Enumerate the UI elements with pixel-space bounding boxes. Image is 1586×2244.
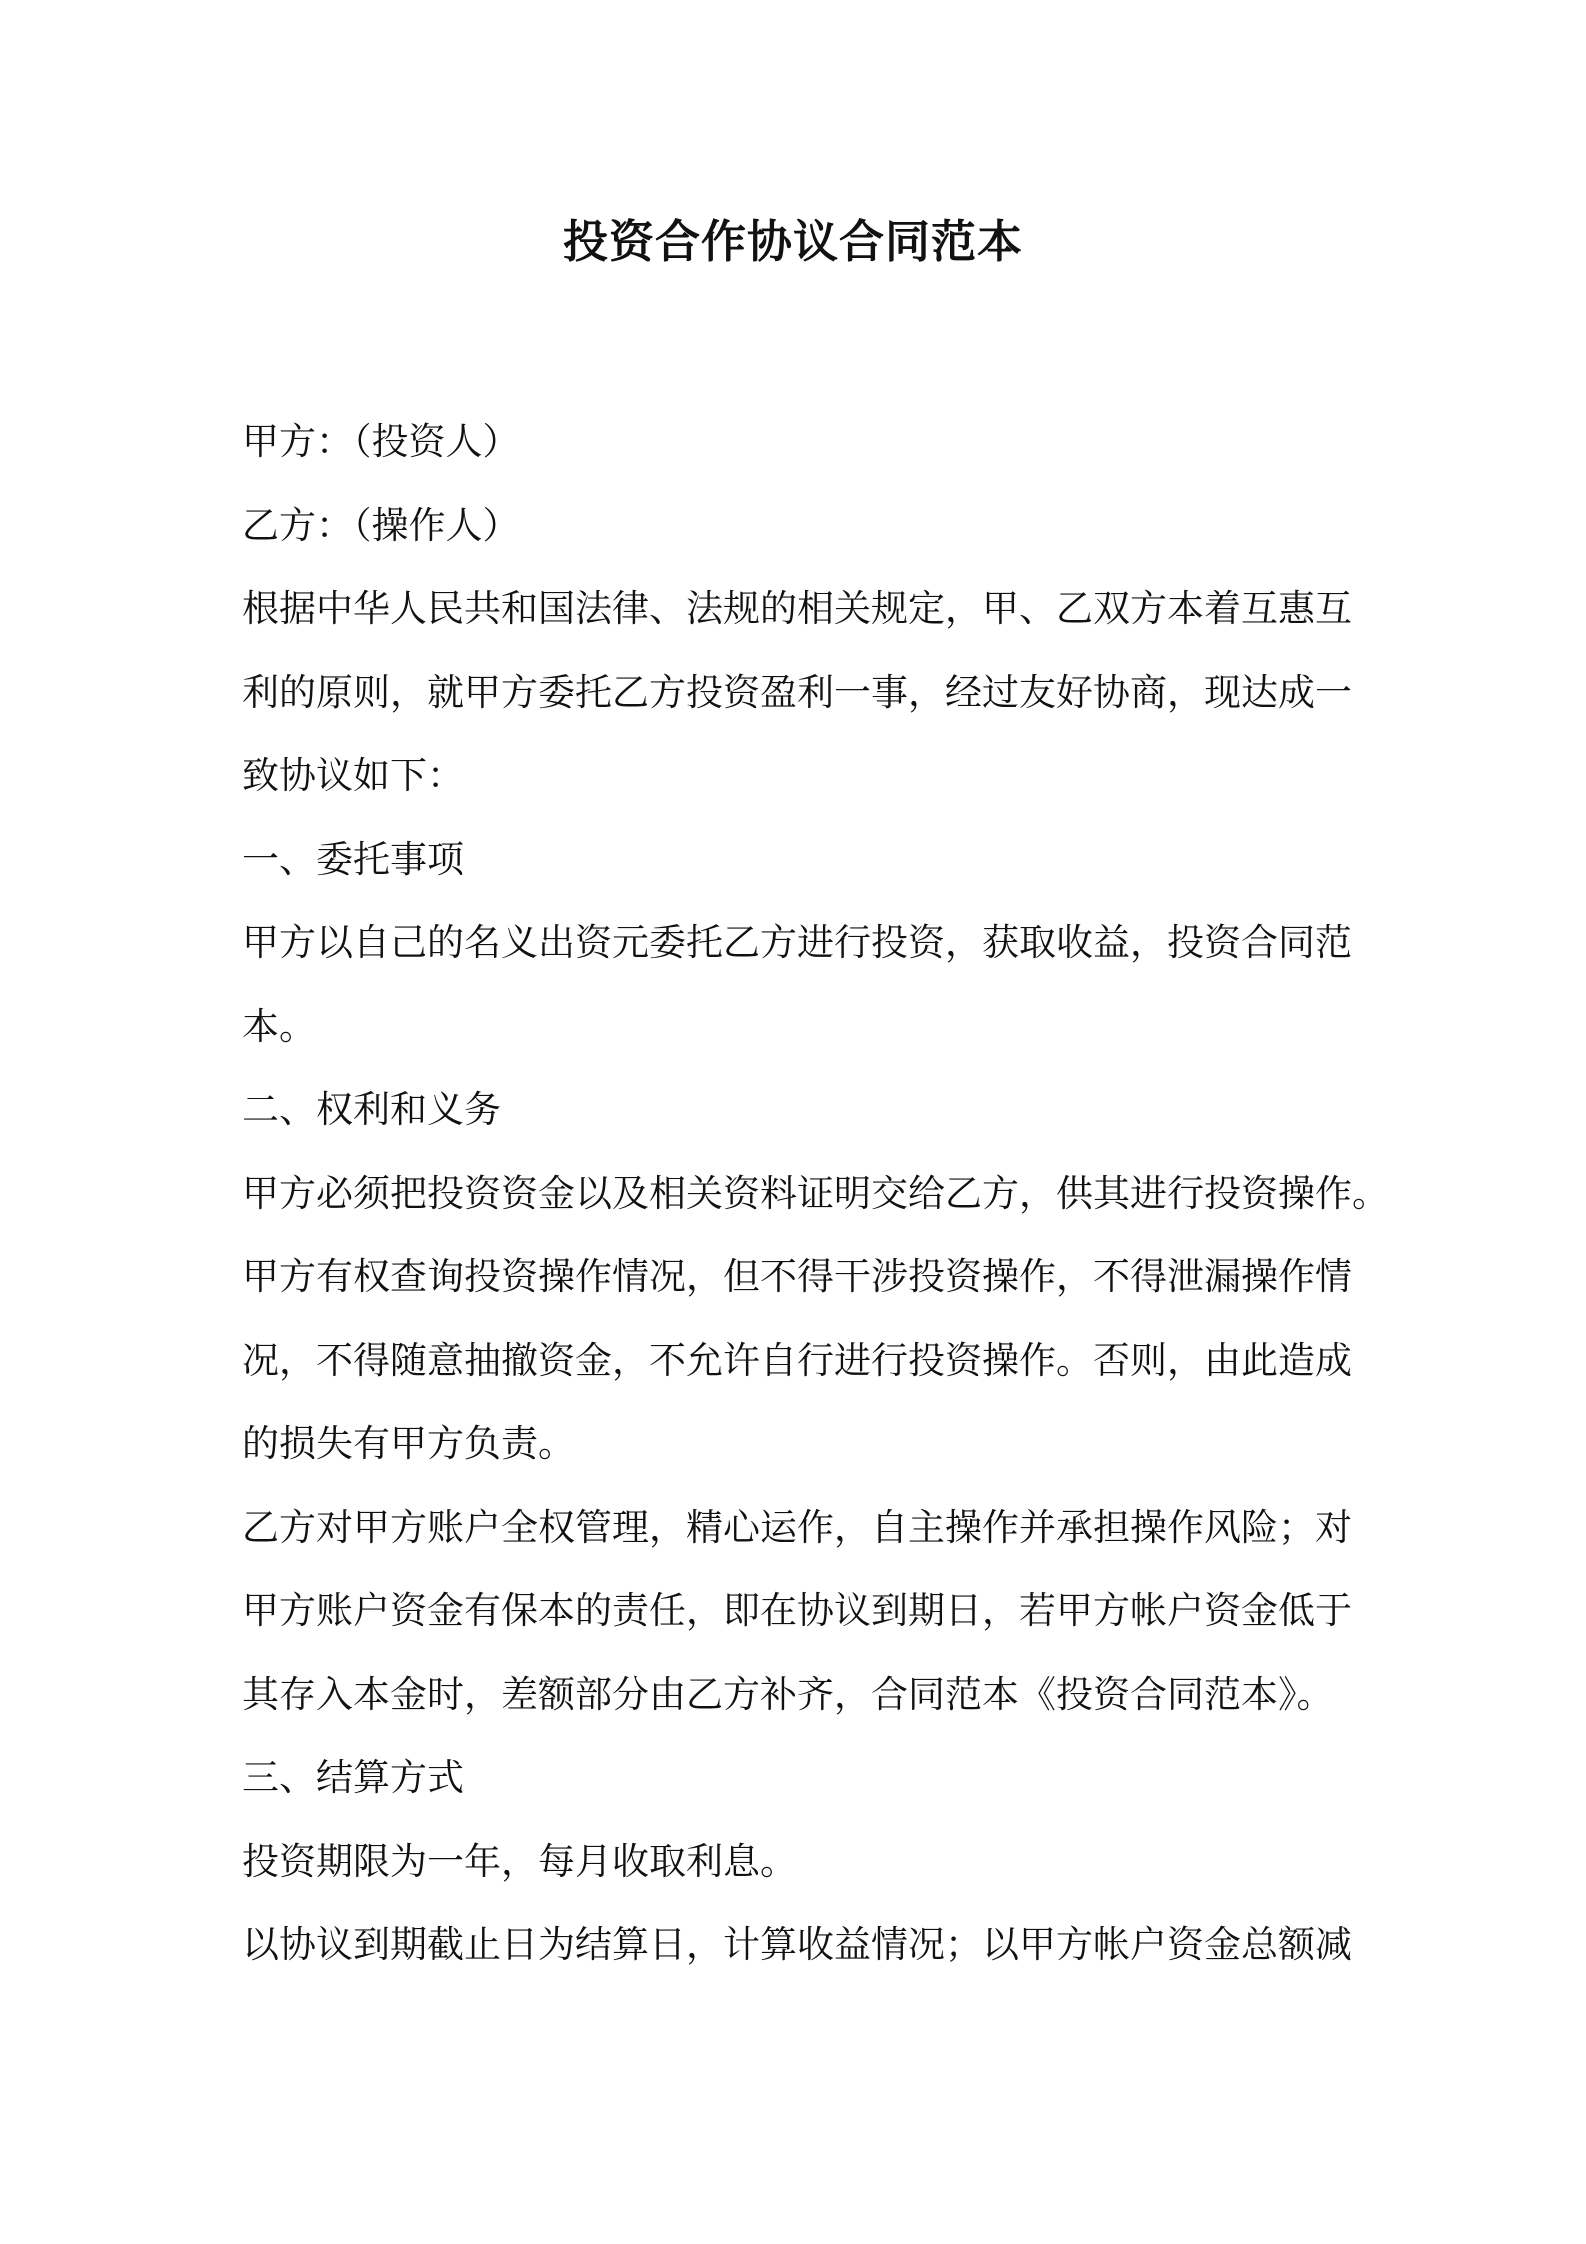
document-title: 投资合作协议合同范本	[562, 215, 1023, 268]
paragraph-line: 其存入本金时，差额部分由乙方补齐，合同范本《投资合同范本》。	[242, 1672, 1334, 1716]
paragraph-line: 乙方对甲方账户全权管理，精心运作，自主操作并承担操作风险；对	[242, 1505, 1352, 1549]
section-heading-rights-obligations: 二、权利和义务	[242, 1088, 501, 1131]
paragraph-line: 本。	[242, 1004, 316, 1048]
preamble-line: 利的原则，就甲方委托乙方投资盈利一事，经过友好协商，现达成一	[242, 670, 1352, 714]
party-b-line: 乙方：（操作人）	[242, 503, 520, 547]
paragraph-line: 甲方账户资金有保本的责任，即在协议到期日，若甲方帐户资金低于	[242, 1589, 1352, 1632]
paragraph-line: 甲方以自己的名义出资元委托乙方进行投资，获取收益，投资合同范	[242, 921, 1352, 964]
preamble-line: 根据中华人民共和国法律、法规的相关规定，甲、乙双方本着互惠互	[242, 587, 1352, 630]
preamble-line: 致协议如下：	[242, 754, 464, 797]
paragraph-line: 的损失有甲方负责。	[242, 1422, 575, 1465]
section-heading-entrustment: 一、委托事项	[242, 837, 464, 881]
paragraph-line: 甲方有权查询投资操作情况，但不得干涉投资操作，不得泄漏操作情	[242, 1255, 1352, 1298]
paragraph-line: 以协议到期截止日为结算日，计算收益情况；以甲方帐户资金总额减	[242, 1923, 1352, 1966]
paragraph-line: 况，不得随意抽撤资金，不允许自行进行投资操作。否则，由此造成	[242, 1338, 1352, 1382]
paragraph-line: 投资期限为一年，每月收取利息。	[242, 1839, 797, 1883]
party-a-line: 甲方：（投资人）	[242, 420, 520, 463]
paragraph-line: 甲方必须把投资资金以及相关资料证明交给乙方，供其进行投资操作。	[242, 1171, 1389, 1215]
section-heading-settlement: 三、结算方式	[242, 1756, 464, 1799]
document-body	[242, 400, 1389, 1987]
